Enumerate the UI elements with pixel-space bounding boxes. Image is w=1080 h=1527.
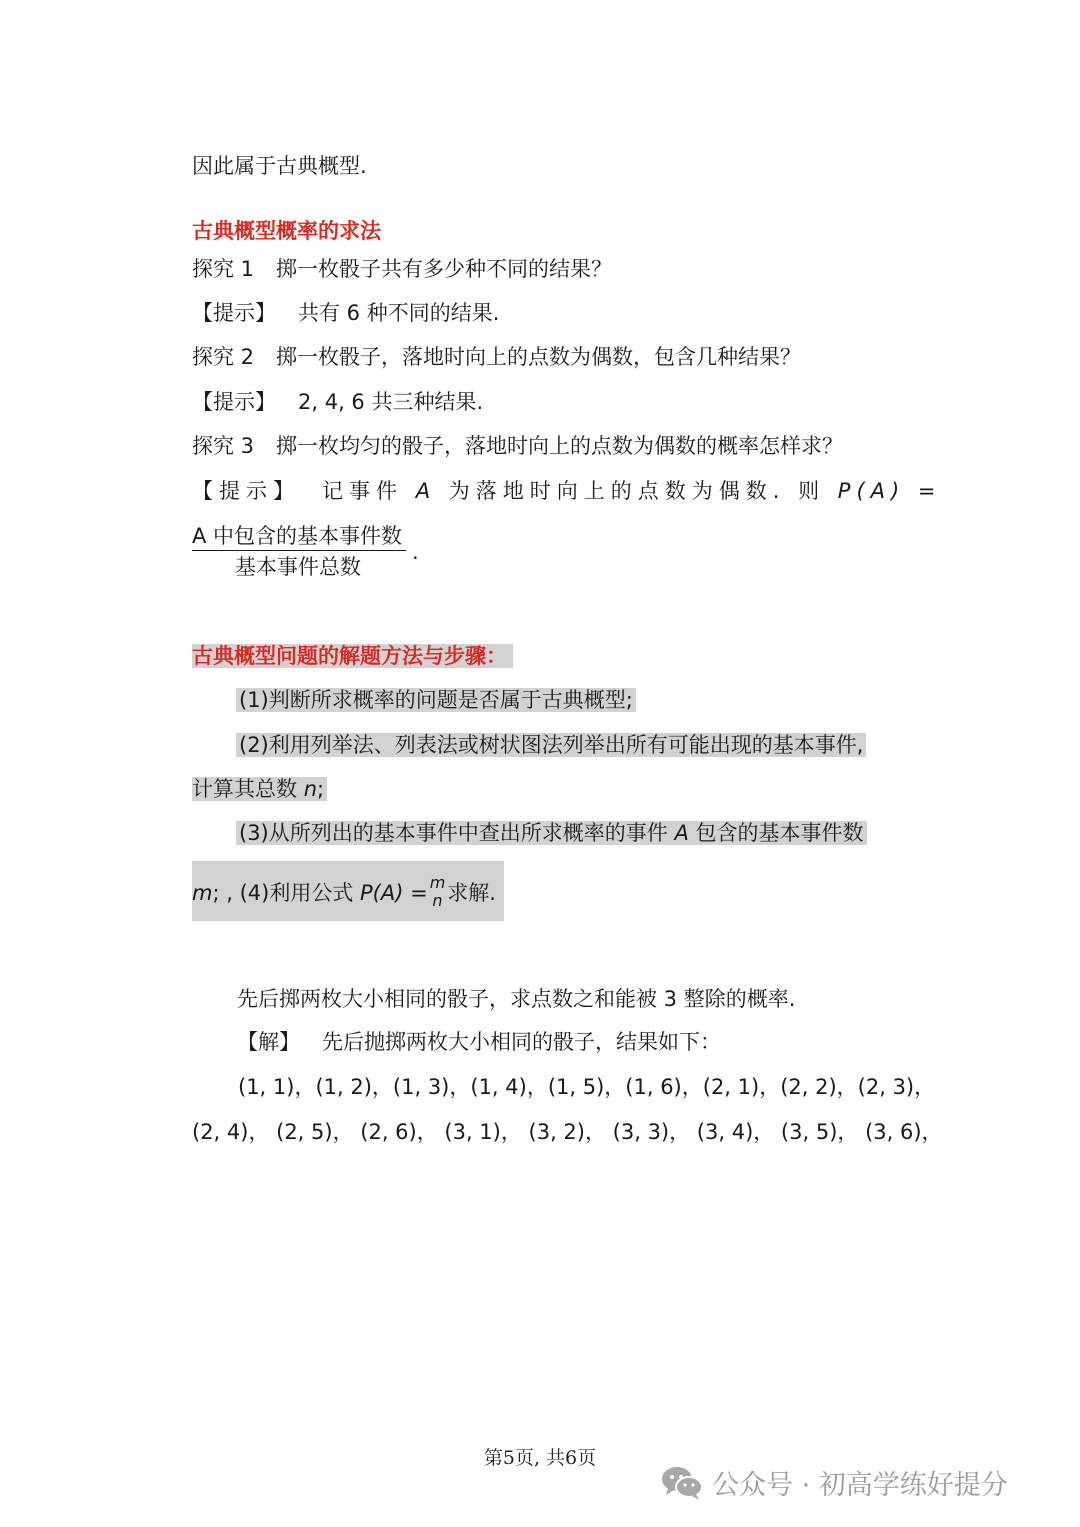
heading-highlight: 古典概型问题的解题方法与步骤：: [192, 644, 513, 668]
fraction-numerator: A 中包含的基本事件数: [192, 522, 406, 551]
question-text: 掷一枚骰子共有多少种不同的结果？: [276, 257, 613, 281]
step-text: ; , (4)利用公式: [212, 881, 354, 905]
question-2: [192, 342, 801, 372]
outcome-list-2: (2, 4)， (2, 5)， (2, 6)， (3, 1)， (3, 2)， (3, 3)， (3, 4)， (3, 5)， (3, 6)，: [192, 1120, 943, 1144]
fraction-numerator: m: [429, 873, 446, 892]
count-var: m: [192, 881, 213, 905]
event-var: A: [415, 479, 437, 503]
step-text-part: (3)从所列出的基本事件中查出所求概率的事件: [239, 821, 668, 845]
fraction-period: .: [412, 540, 419, 564]
hint-text: 共有 6 种不同的结果.: [298, 301, 500, 325]
question-label: 探究 2: [192, 345, 255, 369]
step-1: [236, 685, 636, 715]
wechat-icon: [660, 1464, 704, 1502]
hint-label: 【提示】: [192, 390, 276, 414]
step-text: [236, 821, 867, 845]
answer-1: [192, 298, 499, 328]
step-2: [236, 730, 866, 760]
total-var: n: [303, 777, 317, 801]
hint-text: 记事件: [322, 479, 403, 503]
example-problem: 先后掷两枚大小相同的骰子，求点数之和能被 3 整除的概率.: [237, 987, 796, 1011]
step-text-part: 计算其总数: [192, 777, 297, 801]
solution-label: 【解】: [237, 1030, 300, 1054]
solution-text: 先后抛掷两枚大小相同的骰子，结果如下：: [322, 1030, 721, 1054]
m-over-n-fraction: [430, 874, 446, 910]
step-end: ;: [317, 777, 325, 801]
step-end: 求解.: [447, 881, 496, 905]
hint-label: 【提示】: [192, 479, 300, 503]
probability-formula: P(A) =: [360, 881, 428, 905]
solution-line: [237, 1027, 721, 1057]
step-text: (1)判断所求概率的问题是否属于古典概型;: [236, 688, 636, 712]
fraction-denominator: n: [432, 891, 443, 910]
answer-3: [192, 476, 941, 506]
fraction-denominator: 基本事件总数: [235, 555, 361, 579]
question-3: [192, 431, 843, 461]
question-text: 掷一枚均匀的骰子，落地时向上的点数为偶数的概率怎样求？: [276, 434, 844, 458]
question-1: [192, 254, 612, 284]
page-footer: 第5页, 共6页: [483, 1447, 597, 1469]
section-heading: 古典概型概率的求法: [192, 219, 381, 243]
step-3: [236, 818, 867, 848]
outcome-list-1: (1, 1)，(1, 2)，(1, 3)，(1, 4)，(1, 5)，(1, 6)，(2, 1)，(2, 2)，(2, 3)，: [238, 1075, 936, 1099]
hint-label: 【提示】: [192, 301, 276, 325]
answer-2: [192, 387, 483, 417]
step-text-part-2: 包含的基本事件数: [695, 821, 864, 845]
watermark-text: 公众号 · 初高学练好提分: [712, 1470, 1008, 1501]
question-label: 探究 1: [192, 257, 255, 281]
step-text: [192, 777, 327, 801]
step-4: [192, 873, 496, 912]
hint-text-2: 为落地时向上的点数为偶数. 则: [448, 479, 826, 503]
question-text: 掷一枚骰子，落地时向上的点数为偶数，包含几种结果？: [276, 345, 802, 369]
step-text: (2)利用列举法、列表法或树状图法列举出所有可能出现的基本事件,: [236, 733, 866, 757]
step-2-cont: [192, 774, 327, 804]
hint-text: 2, 4, 6 共三种结果.: [298, 390, 484, 414]
question-label: 探究 3: [192, 434, 255, 458]
probability-formula: P(A) =: [837, 479, 942, 503]
section-heading-2: [192, 641, 513, 671]
text-line: 因此属于古典概型.: [192, 154, 367, 178]
event-var: A: [674, 821, 689, 845]
watermark: [660, 1463, 1008, 1502]
